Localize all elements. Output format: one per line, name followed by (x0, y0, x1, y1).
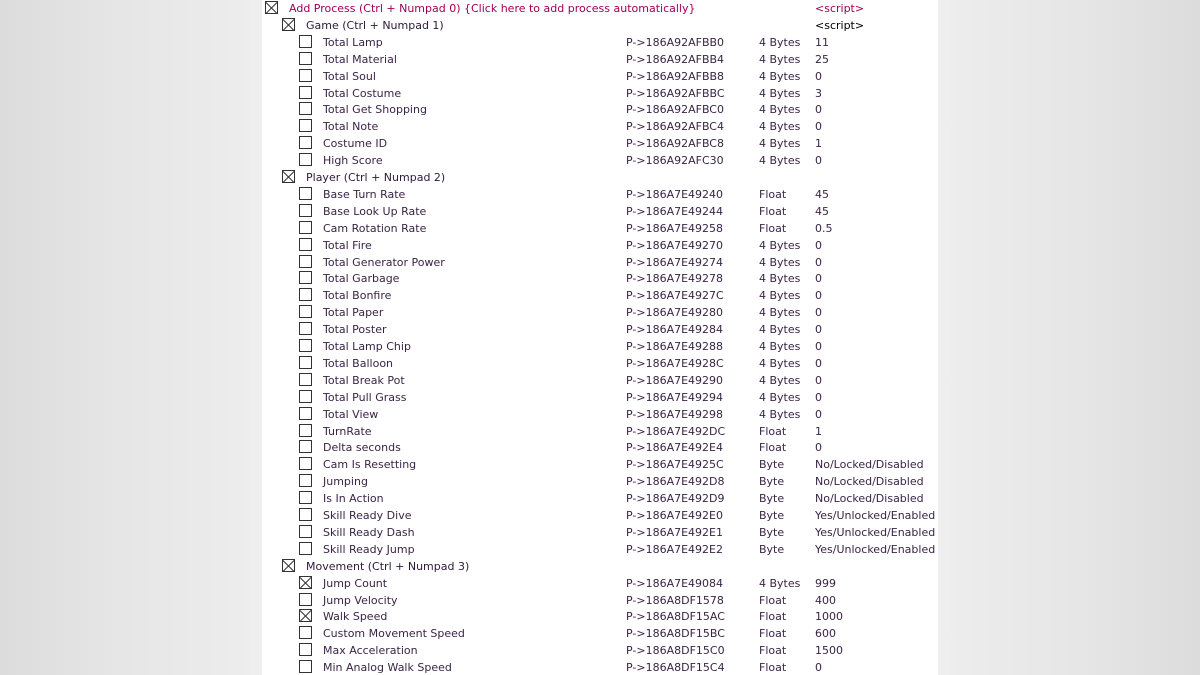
entry-value[interactable]: 400 (815, 593, 836, 607)
active-checkbox[interactable] (299, 288, 312, 301)
entry-address[interactable]: P->186A7E492E0 (626, 509, 723, 522)
entry-type[interactable]: Byte (759, 542, 785, 556)
entry-type[interactable]: 4 Bytes (759, 137, 801, 151)
entry-description[interactable]: Total Generator Power (323, 255, 445, 269)
active-checkbox[interactable] (299, 457, 312, 470)
entry-address[interactable]: P->186A7E49240 (626, 187, 724, 201)
entry-value[interactable]: 0 (815, 661, 822, 675)
group-checkbox[interactable] (282, 170, 295, 183)
entry-description[interactable]: Jumping (323, 475, 368, 489)
active-checkbox[interactable] (299, 69, 312, 82)
table-row[interactable] (262, 507, 938, 524)
entry-type[interactable]: Byte (759, 475, 785, 489)
entry-value[interactable]: 25 (815, 52, 829, 66)
table-row[interactable] (262, 575, 938, 592)
entry-description[interactable]: Total Get Shopping (323, 103, 427, 117)
entry-description[interactable]: Is In Action (323, 492, 384, 506)
entry-value[interactable]: 0 (815, 356, 822, 370)
active-checkbox[interactable] (299, 609, 312, 622)
entry-value[interactable]: 0 (815, 306, 822, 320)
entry-address[interactable]: P->186A7E49290 (626, 373, 724, 387)
entry-description[interactable]: Skill Ready Dive (323, 509, 412, 522)
entry-description[interactable]: Cam Rotation Rate (323, 221, 427, 235)
entry-type[interactable]: 4 Bytes (759, 356, 801, 370)
entry-address[interactable]: P->186A8DF15C0 (626, 644, 725, 658)
table-row[interactable] (262, 85, 938, 102)
entry-value[interactable]: 0 (815, 323, 822, 337)
entry-value[interactable]: 0 (815, 373, 822, 387)
entry-value[interactable]: 600 (815, 627, 836, 641)
entry-type[interactable]: 4 Bytes (759, 576, 801, 590)
table-row[interactable] (262, 406, 938, 423)
entry-value[interactable]: Yes/Unlocked/Enabled (815, 542, 936, 556)
entry-address[interactable]: P->186A7E492E1 (626, 525, 723, 539)
entry-type[interactable]: Float (759, 661, 787, 675)
entry-description[interactable]: Min Analog Walk Speed (323, 661, 452, 675)
group-checkbox[interactable] (282, 18, 295, 31)
entry-value[interactable]: Yes/Unlocked/Enabled (815, 509, 936, 522)
entry-value[interactable]: 0 (815, 103, 822, 117)
entry-value[interactable]: No/Locked/Disabled (815, 458, 924, 472)
entry-value[interactable]: 0 (815, 238, 822, 252)
entry-type[interactable]: Float (759, 593, 787, 607)
entry-description[interactable]: TurnRate (323, 424, 372, 438)
entry-value[interactable]: 1 (815, 137, 822, 151)
entry-address[interactable]: P->186A92AFBC8 (626, 137, 724, 151)
entry-address[interactable]: P->186A7E49244 (626, 204, 724, 218)
entry-description[interactable]: Total Note (323, 120, 379, 134)
entry-type[interactable]: 4 Bytes (759, 35, 801, 49)
active-checkbox[interactable] (299, 576, 312, 589)
entry-address[interactable]: P->186A8DF1578 (626, 593, 724, 607)
entry-description[interactable]: Total Lamp (323, 35, 383, 49)
entry-type[interactable]: Byte (759, 509, 785, 522)
entry-address[interactable]: P->186A92AFBB8 (626, 69, 725, 83)
active-checkbox[interactable] (299, 35, 312, 48)
entry-address[interactable]: P->186A8DF15BC (626, 627, 725, 641)
entry-type[interactable]: 4 Bytes (759, 86, 801, 100)
active-checkbox[interactable] (299, 221, 312, 234)
active-checkbox[interactable] (299, 542, 312, 555)
entry-address[interactable]: P->186A7E49284 (626, 323, 724, 337)
entry-value[interactable]: 0 (815, 407, 822, 421)
table-row[interactable] (262, 338, 938, 355)
group-row[interactable] (262, 17, 938, 34)
table-row[interactable] (262, 389, 938, 406)
table-row[interactable] (262, 592, 938, 609)
active-checkbox[interactable] (299, 255, 312, 268)
entry-value[interactable]: 0 (815, 255, 822, 269)
table-row[interactable] (262, 642, 938, 659)
active-checkbox[interactable] (299, 238, 312, 251)
table-row[interactable] (262, 541, 938, 558)
entry-address[interactable]: P->186A92AFBB4 (626, 52, 725, 66)
active-checkbox[interactable] (299, 52, 312, 65)
table-row[interactable] (262, 287, 938, 304)
group-label[interactable]: Game (Ctrl + Numpad 1) (306, 18, 444, 32)
entry-value[interactable]: 1 (815, 424, 822, 438)
entry-type[interactable]: 4 Bytes (759, 390, 801, 404)
active-checkbox[interactable] (299, 440, 312, 453)
entry-type[interactable]: 4 Bytes (759, 52, 801, 66)
entry-type[interactable]: Float (759, 644, 787, 658)
entry-value[interactable]: 11 (815, 35, 829, 49)
entry-value[interactable]: 0 (815, 390, 822, 404)
table-row[interactable] (262, 423, 938, 440)
active-checkbox[interactable] (299, 322, 312, 335)
table-row[interactable] (262, 152, 938, 169)
entry-value[interactable]: 0 (815, 441, 822, 455)
entry-description[interactable]: Total Material (323, 52, 397, 66)
entry-description[interactable]: Total Pull Grass (323, 390, 407, 404)
entry-address[interactable]: P->186A7E49278 (626, 272, 724, 286)
table-row[interactable] (262, 237, 938, 254)
active-checkbox[interactable] (299, 660, 312, 673)
entry-address[interactable]: P->186A92AFBBC (626, 86, 725, 100)
table-row[interactable] (262, 68, 938, 85)
table-row[interactable] (262, 101, 938, 118)
active-checkbox[interactable] (299, 491, 312, 504)
table-row[interactable] (262, 51, 938, 68)
entry-description[interactable]: Skill Ready Dash (323, 525, 415, 539)
active-checkbox[interactable] (299, 626, 312, 639)
entry-address[interactable]: P->186A7E492E2 (626, 542, 723, 556)
table-row[interactable] (262, 439, 938, 456)
entry-type[interactable]: Float (759, 627, 787, 641)
entry-type[interactable]: 4 Bytes (759, 69, 801, 83)
table-row[interactable] (262, 625, 938, 642)
entry-description[interactable]: Total Paper (323, 306, 384, 320)
active-checkbox[interactable] (299, 474, 312, 487)
entry-value[interactable]: 0 (815, 69, 822, 83)
entry-address[interactable]: P->186A7E492D8 (626, 475, 725, 489)
table-row[interactable] (262, 372, 938, 389)
active-checkbox[interactable] (299, 424, 312, 437)
entry-type[interactable]: Float (759, 187, 787, 201)
group-label[interactable]: Movement (Ctrl + Numpad 3) (306, 559, 470, 573)
entry-value[interactable]: 0 (815, 272, 822, 286)
entry-description[interactable]: Total View (323, 407, 379, 421)
entry-value[interactable]: 0 (815, 289, 822, 303)
entry-type[interactable]: 4 Bytes (759, 154, 801, 168)
active-checkbox[interactable] (299, 525, 312, 538)
active-checkbox[interactable] (299, 153, 312, 166)
add-process-row[interactable] (262, 0, 938, 17)
entry-description[interactable]: Skill Ready Jump (323, 542, 415, 556)
table-row[interactable] (262, 490, 938, 507)
entry-value[interactable]: 0 (815, 120, 822, 134)
entry-type[interactable]: 4 Bytes (759, 306, 801, 320)
table-row[interactable] (262, 321, 938, 338)
table-row[interactable] (262, 355, 938, 372)
active-checkbox[interactable] (299, 136, 312, 149)
active-checkbox[interactable] (299, 305, 312, 318)
table-row[interactable] (262, 270, 938, 287)
entry-address[interactable]: P->186A7E492DC (626, 424, 726, 438)
entry-type[interactable]: 4 Bytes (759, 407, 801, 421)
table-row[interactable] (262, 659, 938, 675)
entry-description[interactable]: Total Soul (323, 69, 376, 83)
active-checkbox[interactable] (299, 407, 312, 420)
entry-address[interactable]: P->186A92AFBC4 (626, 120, 724, 134)
entry-description[interactable]: Total Balloon (323, 356, 394, 370)
entry-address[interactable]: P->186A7E492E4 (626, 441, 723, 455)
group-label[interactable]: Player (Ctrl + Numpad 2) (306, 171, 446, 184)
entry-address[interactable]: P->186A7E4927C (626, 289, 724, 303)
active-checkbox[interactable] (299, 204, 312, 217)
active-checkbox[interactable] (299, 271, 312, 284)
entry-address[interactable]: P->186A7E49294 (626, 390, 724, 404)
entry-value[interactable]: 45 (815, 187, 829, 201)
active-checkbox[interactable] (299, 86, 312, 99)
entry-description[interactable]: Base Look Up Rate (323, 204, 427, 218)
entry-type[interactable]: 4 Bytes (759, 120, 801, 134)
entry-address[interactable]: P->186A7E49288 (626, 340, 724, 353)
entry-description[interactable]: Base Turn Rate (323, 187, 406, 201)
entry-value[interactable]: 0 (815, 154, 822, 168)
group-row[interactable] (262, 558, 938, 575)
entry-type[interactable]: 4 Bytes (759, 289, 801, 303)
entry-address[interactable]: P->186A8DF15C4 (626, 661, 725, 675)
entry-address[interactable]: P->186A7E49270 (626, 238, 724, 252)
cheat-table-panel (262, 0, 938, 675)
table-row[interactable] (262, 34, 938, 51)
entry-description[interactable]: Max Acceleration (323, 644, 418, 658)
add-process-checkbox[interactable] (265, 1, 278, 14)
entry-value[interactable]: 0.5 (815, 221, 833, 235)
entry-description[interactable]: High Score (323, 154, 383, 168)
entry-description[interactable]: Total Costume (323, 86, 402, 100)
entry-address[interactable]: P->186A7E4928C (626, 356, 724, 370)
table-row[interactable] (262, 186, 938, 203)
entry-address[interactable]: P->186A8DF15AC (626, 610, 725, 624)
active-checkbox[interactable] (299, 373, 312, 386)
entry-value[interactable]: No/Locked/Disabled (815, 492, 924, 506)
table-row[interactable] (262, 220, 938, 237)
entry-value[interactable]: 999 (815, 576, 836, 590)
entry-address[interactable]: P->186A7E49280 (626, 306, 724, 320)
entry-address[interactable]: P->186A92AFBC0 (626, 103, 724, 117)
entry-value[interactable]: 45 (815, 204, 829, 218)
entry-type[interactable]: 4 Bytes (759, 323, 801, 337)
entry-address[interactable]: P->186A7E49084 (626, 576, 724, 590)
entry-description[interactable]: Total Bonfire (323, 289, 392, 303)
entry-description[interactable]: Total Garbage (323, 272, 400, 286)
entry-type[interactable]: 4 Bytes (759, 340, 801, 353)
entry-type[interactable]: 4 Bytes (759, 272, 801, 286)
entry-type[interactable]: Float (759, 204, 787, 218)
entry-value[interactable]: 1500 (815, 644, 843, 658)
table-row[interactable] (262, 456, 938, 473)
entry-address[interactable]: P->186A7E492D9 (626, 492, 725, 506)
active-checkbox[interactable] (299, 643, 312, 656)
table-row[interactable] (262, 608, 938, 625)
group-row[interactable] (262, 169, 938, 186)
entry-description[interactable]: Jump Velocity (323, 593, 398, 607)
active-checkbox[interactable] (299, 119, 312, 132)
entry-type[interactable]: Float (759, 441, 787, 455)
entry-description[interactable]: Costume ID (323, 137, 388, 151)
entry-description[interactable]: Delta seconds (323, 441, 401, 455)
entry-description[interactable]: Total Poster (323, 323, 387, 337)
entry-type[interactable]: 4 Bytes (759, 373, 801, 387)
entry-type[interactable]: Float (759, 221, 787, 235)
table-row[interactable] (262, 473, 938, 490)
entry-type[interactable]: Float (759, 610, 787, 624)
entry-type[interactable]: 4 Bytes (759, 103, 801, 117)
table-row[interactable] (262, 254, 938, 271)
entry-type[interactable]: 4 Bytes (759, 238, 801, 252)
entry-description[interactable]: Custom Movement Speed (323, 627, 465, 641)
entry-value[interactable]: No/Locked/Disabled (815, 475, 924, 489)
active-checkbox[interactable] (299, 102, 312, 115)
table-row[interactable] (262, 203, 938, 220)
entry-description[interactable]: Total Fire (323, 238, 372, 252)
active-checkbox[interactable] (299, 508, 312, 521)
add-process-description[interactable]: Add Process (Ctrl + Numpad 0) {Click here to add process automatically} (289, 2, 696, 15)
active-checkbox[interactable] (299, 356, 312, 369)
entry-value[interactable]: Yes/Unlocked/Enabled (815, 525, 936, 539)
active-checkbox[interactable] (299, 593, 312, 606)
add-process-value: <script> (815, 2, 865, 15)
entry-description[interactable]: Jump Count (323, 576, 388, 590)
table-row[interactable] (262, 304, 938, 321)
group-value: <script> (815, 18, 865, 32)
active-checkbox[interactable] (299, 339, 312, 352)
entry-type[interactable]: Byte (759, 525, 785, 539)
entry-address[interactable]: P->186A92AFC30 (626, 154, 724, 168)
table-row[interactable] (262, 118, 938, 135)
entry-type[interactable]: 4 Bytes (759, 255, 801, 269)
entry-description[interactable]: Cam Is Resetting (323, 458, 417, 472)
table-row[interactable] (262, 524, 938, 541)
entry-description[interactable]: Total Break Pot (323, 373, 405, 387)
table-row[interactable] (262, 135, 938, 152)
entry-description[interactable]: Walk Speed (323, 610, 388, 624)
entry-address[interactable]: P->186A7E49274 (626, 255, 724, 269)
entry-address[interactable]: P->186A7E49258 (626, 221, 724, 235)
entry-type[interactable]: Byte (759, 458, 785, 472)
active-checkbox[interactable] (299, 390, 312, 403)
entry-type[interactable]: Float (759, 424, 787, 438)
active-checkbox[interactable] (299, 187, 312, 200)
entry-description[interactable]: Total Lamp Chip (323, 340, 411, 353)
entry-address[interactable]: P->186A92AFBB0 (626, 35, 725, 49)
entry-type[interactable]: Byte (759, 492, 785, 506)
entry-value[interactable]: 1000 (815, 610, 843, 624)
entry-address[interactable]: P->186A7E49298 (626, 407, 724, 421)
entry-value[interactable]: 3 (815, 86, 822, 100)
group-checkbox[interactable] (282, 559, 295, 572)
entry-address[interactable]: P->186A7E4925C (626, 458, 724, 472)
entry-value[interactable]: 0 (815, 340, 822, 353)
